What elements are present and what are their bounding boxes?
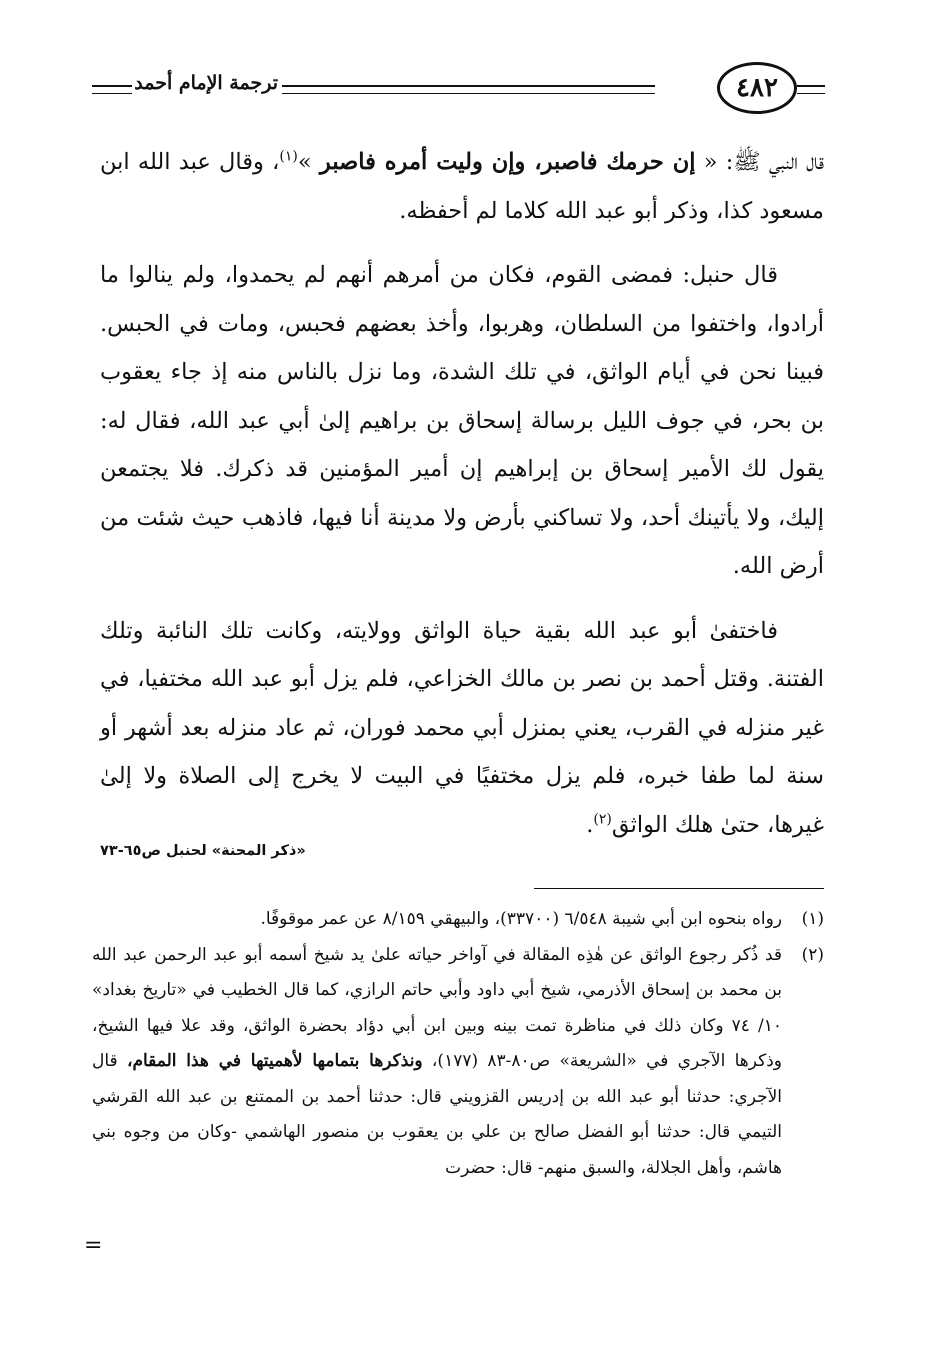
paragraph-1 xyxy=(100,138,824,235)
footnote-text: رواه بنحوه ابن أبي شيبة ٦/٥٤٨ (٣٣٧٠٠)، والبيهقي ٨/١٥٩ عن عمر موقوفًا. xyxy=(260,909,782,929)
continuation-mark: = xyxy=(84,1233,103,1258)
page-header xyxy=(92,58,825,122)
text-segment: قال الآجري: حدثنا أبو عبد الله بن إدريس القزويني قال: حدثنا أحمد بن الممتنع بن عبد الله القرشي التيمي قال: حدثنا أبو الفضل صالح بن علي بن يعقوب بن منصور الهاشمي -وكان من وجوه بني هاشم، وأهل الجلالة، والسبق منهم- قال: حضرت xyxy=(92,1051,782,1178)
footnotes xyxy=(92,902,824,1186)
footnote-ref-2[interactable]: (٢) xyxy=(593,811,612,827)
footnote-text xyxy=(92,938,782,1187)
footnote-number: (١) xyxy=(801,909,824,929)
footnote-number: (٢) xyxy=(801,944,824,965)
paragraph-3 xyxy=(100,607,824,850)
text-segment: » xyxy=(297,149,320,175)
paragraph-2: قال حنبل: فمضى القوم، فكان من أمرهم أنهم لم يحمدوا، ولم ينالوا ما أرادوا، واختفوا من السلطان، وهربوا، وأخذ بعضهم فحبس، ومات في الحبس. فبينا نحن في أيام الواثق، في تلك الشدة، وما نزل بالناس منه إذ جاء يعقوب بن بحر، في جوف الليل برسالة إسحاق بن براهيم إلىٰ أبي عبد الله، فقال له: يقول لك الأمير إسحاق بن إبراهيم إن أمير المؤمنين قد ذكرك. فلا يجتمعن إليك، ولا يأتينك أحد، ولا تساكني بأرض ولا مدينة أنا فيها، فاذهب حيث شئت من أرض الله. xyxy=(100,262,824,579)
page-number: ٤٨٢ xyxy=(717,62,797,114)
footnote-ref-1[interactable]: (١) xyxy=(279,148,298,165)
hadith-quote: إن حرمك فاصبر، وإن وليت أمره فاصبر xyxy=(319,149,696,175)
text-segment: فاختفىٰ أبو عبد الله بقية حياة الواثق وولايته، وكانت تلك النائبة وتلك الفتنة. وقتل أحمد بن نصر بن مالك الخزاعي، فلم يزل أبو عبد الله مختفيا، في غير منزله في القرب، يعني بمنزل أبي محمد فوران، ثم عاد منزله بعد أشهر أو سنة لما طفا خبره، فلم يزل مختفيًا في البيت لا يخرج إلى الصلاة ولا إلىٰ غيرها، حتىٰ هلك الواثق xyxy=(100,617,824,838)
source-citation: «ذكر المحنة» لحنبل ص٦٥-٧٣ xyxy=(100,843,306,859)
text-segment: قال النبي ﷺ: « xyxy=(695,149,824,175)
bold-segment: ونذكرها بتمامها لأهميتها في هذا المقام، xyxy=(126,1051,423,1071)
text-segment: قد ذُكر رجوع الواثق عن هٰذِه المقالة في آواخر حياته علىٰ يد شيخ أسمه أبو عبد الرحمن عبد الله بن محمد بن إسحاق الأذرمي، شيخ أبي داود وأبي حاتم الرازي، كما قال الخطيب في «تاريخ بغداد» ١٠/ ٧٤ وكان ذلك في مناظرة تمت بينه وبين ابن أبي دؤاد بحضرة الواثق، وقد علا فيها الشيخ، وذكرها الآجري في «الشريعة» ص٨٠-٨٣ (١٧٧)، xyxy=(92,944,782,1071)
header-rule-left xyxy=(92,85,132,94)
header-rule xyxy=(282,85,655,94)
footnote-2 xyxy=(92,938,824,1187)
footnote-separator xyxy=(534,888,824,889)
main-text xyxy=(100,138,824,865)
footnote-1 xyxy=(92,902,824,938)
header-rule-right xyxy=(797,85,825,94)
text-segment: ، وقال عبد الله ابن مسعود كذا، وذكر أبو عبد الله كلاما لم أحفظه. xyxy=(100,149,824,224)
text-segment: . xyxy=(586,811,594,838)
running-title: ترجمة الإمام أحمد xyxy=(134,72,278,94)
